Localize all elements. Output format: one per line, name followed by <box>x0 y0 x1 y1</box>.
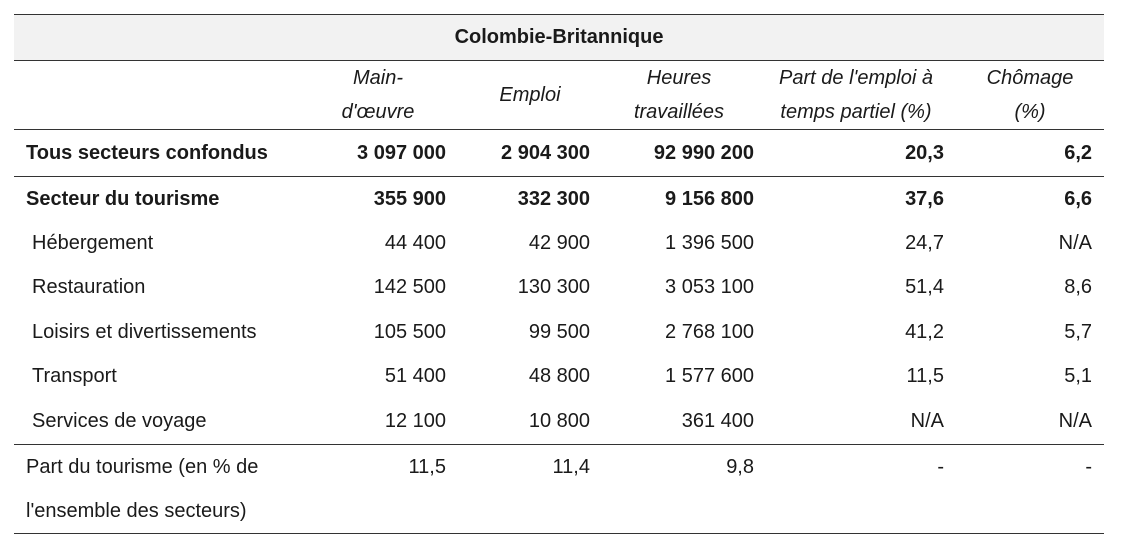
labour-table <box>14 14 1104 534</box>
cell-emploi: 42 900 <box>528 231 590 254</box>
cell-chomage: 5,7 <box>1064 320 1093 343</box>
table-row <box>14 177 1104 222</box>
cell-temps-partiel: 20,3 <box>756 130 956 177</box>
cell-emploi: 99 500 <box>528 320 590 343</box>
cell-heures: 3 053 100 <box>665 276 754 299</box>
cell-heures: 2 768 100 <box>665 320 754 343</box>
table-row <box>14 310 1104 355</box>
table-row <box>14 444 1104 533</box>
cell-main-oeuvre: 11,5 <box>298 444 458 533</box>
cell-temps-partiel: 37,6 <box>905 187 944 210</box>
row-label: Restauration <box>32 276 146 299</box>
header-main-oeuvre: Main- d'œuvre <box>341 67 415 123</box>
header-chomage: Chômage (%) <box>986 67 1074 123</box>
header-heures: Heures travaillées <box>633 67 725 123</box>
cell-temps-partiel: 24,7 <box>905 231 944 254</box>
header-emploi: Emploi <box>499 84 561 106</box>
header-temps-partiel: Part de l'emploi à temps partiel (%) <box>779 67 933 123</box>
cell-chomage: - <box>956 444 1104 533</box>
cell-main-oeuvre: 355 900 <box>373 187 446 210</box>
table-row <box>14 266 1104 311</box>
title-row <box>14 15 1104 61</box>
row-label: Tous secteurs confondus <box>14 130 298 177</box>
labour-table-container <box>14 14 1104 534</box>
cell-chomage: 8,6 <box>1064 276 1093 299</box>
cell-emploi: 11,4 <box>458 444 602 533</box>
cell-emploi: 48 800 <box>528 365 590 388</box>
cell-main-oeuvre: 3 097 000 <box>298 130 458 177</box>
cell-temps-partiel: 41,2 <box>905 320 944 343</box>
cell-chomage: 6,6 <box>1064 187 1093 210</box>
cell-emploi: 10 800 <box>528 409 590 432</box>
cell-emploi: 2 904 300 <box>458 130 602 177</box>
cell-chomage: N/A <box>1058 409 1093 432</box>
cell-heures: 1 577 600 <box>665 365 754 388</box>
row-label: Loisirs et divertissements <box>32 320 257 343</box>
cell-heures: 9 156 800 <box>665 187 754 210</box>
cell-heures: 361 400 <box>681 409 754 432</box>
row-label: Secteur du tourisme <box>26 187 220 210</box>
header-blank <box>14 61 298 130</box>
table-row <box>14 399 1104 444</box>
cell-chomage: N/A <box>1058 231 1093 254</box>
row-label: Hébergement <box>32 231 154 254</box>
cell-main-oeuvre: 51 400 <box>384 365 446 388</box>
cell-temps-partiel: 51,4 <box>905 276 944 299</box>
cell-chomage: 5,1 <box>1064 365 1093 388</box>
header-row <box>14 61 1104 130</box>
cell-emploi: 130 300 <box>517 276 590 299</box>
cell-main-oeuvre: 12 100 <box>384 409 446 432</box>
cell-heures: 92 990 200 <box>602 130 756 177</box>
table-row <box>14 221 1104 266</box>
table-row <box>14 130 1104 177</box>
table-row <box>14 355 1104 400</box>
row-label: Services de voyage <box>32 409 207 432</box>
cell-main-oeuvre: 105 500 <box>373 320 446 343</box>
cell-heures: 1 396 500 <box>665 231 754 254</box>
cell-temps-partiel: 11,5 <box>906 365 944 388</box>
cell-temps-partiel: - <box>756 444 956 533</box>
row-label: Part du tourisme (en % de l'ensemble des secteurs) <box>14 444 298 533</box>
table-title: Colombie-Britannique <box>14 15 1104 61</box>
cell-heures: 9,8 <box>602 444 756 533</box>
cell-main-oeuvre: 44 400 <box>384 231 446 254</box>
cell-temps-partiel: N/A <box>910 409 944 432</box>
cell-emploi: 332 300 <box>517 187 590 210</box>
row-label: Transport <box>32 365 117 388</box>
cell-main-oeuvre: 142 500 <box>373 276 446 299</box>
cell-chomage: 6,2 <box>956 130 1104 177</box>
